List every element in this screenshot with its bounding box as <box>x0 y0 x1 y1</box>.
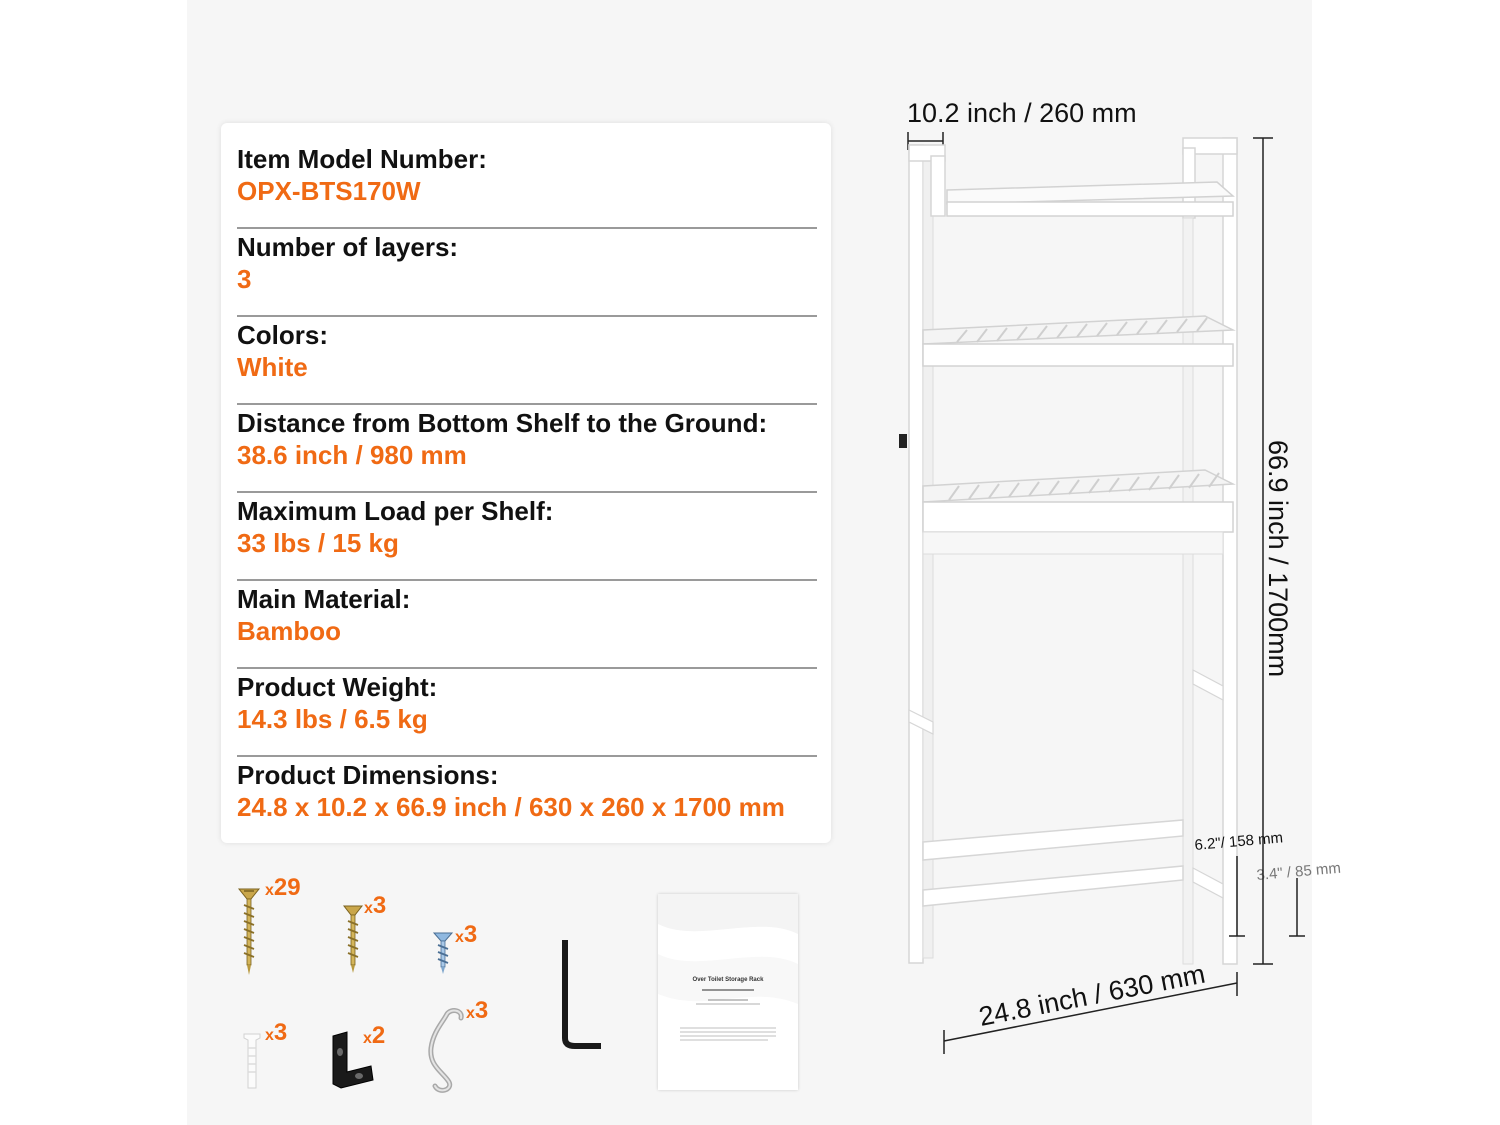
long-screw-count: x29 <box>265 874 301 901</box>
spec-value: 33 lbs / 15 kg <box>237 528 399 558</box>
medium-screw-icon <box>342 903 364 975</box>
spec-label: Distance from Bottom Shelf to the Ground: <box>237 408 768 438</box>
medium-screw-count: x3 <box>364 892 387 919</box>
spec-row-material <box>237 581 817 669</box>
l-bracket-count: x2 <box>363 1022 386 1049</box>
spec-value: White <box>237 352 308 382</box>
lower-bar-label: 3.4" / 85 mm <box>1255 859 1342 884</box>
spec-label: Product Weight: <box>237 672 438 702</box>
spec-value: 38.6 inch / 980 mm <box>237 440 467 470</box>
spec-label: Number of layers: <box>237 232 459 262</box>
spec-row-model <box>237 141 817 229</box>
specification-card <box>221 123 831 843</box>
spec-row-weight <box>237 669 817 757</box>
spec-label: Product Dimensions: <box>237 760 499 790</box>
medium-screw <box>342 903 364 980</box>
s-hook-count: x3 <box>466 997 489 1024</box>
wall-anchor <box>240 1030 264 1097</box>
spec-label: Colors: <box>237 320 328 350</box>
height-dim-label: 66.9 inch / 1700mm <box>1263 440 1293 678</box>
depth-label: 10.2 inch / 260 mm <box>907 98 1137 128</box>
spec-value: 14.3 lbs / 6.5 kg <box>237 704 428 734</box>
spec-row-colors <box>237 317 817 405</box>
spec-row-distance <box>237 405 817 493</box>
wall-anchor-icon <box>240 1030 264 1092</box>
long-screw-icon <box>237 885 261 977</box>
spec-value: 3 <box>237 264 252 294</box>
spec-value: OPX-BTS170W <box>237 176 421 206</box>
wall-anchor-count: x3 <box>265 1019 288 1046</box>
allen-key <box>561 938 605 1055</box>
product-infographic <box>187 0 1342 1125</box>
instruction-manual <box>658 894 798 1090</box>
small-screw <box>432 930 454 981</box>
spec-label: Main Material: <box>237 584 411 614</box>
allen-key-icon <box>561 938 605 1050</box>
long-screw <box>237 885 261 982</box>
small-screw-count: x3 <box>455 921 478 948</box>
spec-row-layers <box>237 229 817 317</box>
manual-title: Over Toilet Storage Rack <box>692 977 764 983</box>
spec-label: Maximum Load per Shelf: <box>237 496 554 526</box>
dimension-overlay <box>887 0 1312 1125</box>
manual-icon <box>658 894 798 1090</box>
spec-label: Item Model Number: <box>237 144 487 174</box>
spec-row-max-load <box>237 493 817 581</box>
small-screw-icon <box>432 930 454 976</box>
spec-row-dimensions <box>237 757 817 845</box>
spec-value: Bamboo <box>237 616 341 646</box>
width-dim-label: 24.8 inch / 630 mm <box>976 958 1208 1032</box>
upper-bar-label: 6.2"/ 158 mm <box>1193 829 1284 854</box>
spec-value: 24.8 x 10.2 x 66.9 inch / 630 x 260 x 1700 mm <box>237 792 785 822</box>
